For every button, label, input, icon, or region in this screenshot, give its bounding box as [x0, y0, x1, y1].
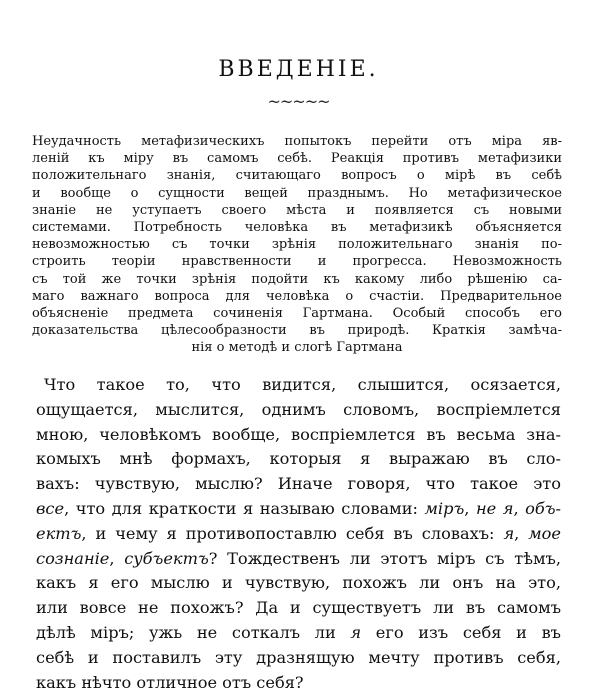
summary-line: объясненіе предмета сочиненія Гартмана. Особый способъ его: [32, 306, 562, 322]
text-line: [36, 423, 561, 448]
summary-line: Неудачность метафизическихъ попытокъ перейти отъ міра яв-: [32, 134, 562, 149]
text-segment: какъ нѣчто отличное отъ себя?: [36, 672, 304, 692]
text-line: [36, 571, 561, 596]
text-line: [36, 596, 561, 621]
text-segment: или вовсе не похожъ? Да и существуетъ ли въ самомъ: [36, 598, 561, 618]
text-segment: ,: [514, 523, 529, 543]
text-line: [36, 522, 561, 547]
title-ornament: ~~~~~: [267, 92, 330, 111]
text-line: [36, 621, 561, 646]
text-segment: ,: [513, 498, 526, 518]
summary-line: знаніе не уступаетъ своего мѣста и появляется съ новыми: [32, 202, 562, 218]
text-segment: дѣлѣ міръ; ужь не соткалъ ли: [36, 622, 351, 642]
summary-line: доказательства цѣлесообразности въ природѣ. Краткія замѣча-: [32, 323, 562, 339]
chapter-summary: [32, 133, 562, 357]
text-segment: ? Тождественъ ли этотъ міръ съ тѣмъ,: [208, 548, 561, 568]
text-segment: ,: [109, 548, 125, 568]
text-line: [36, 547, 561, 572]
italic-term: сознаніе: [36, 548, 110, 568]
text-segment: ощущается, мыслится, однимъ словомъ, воспріемлется: [36, 399, 561, 419]
text-line: [36, 447, 561, 472]
italic-term: я: [350, 622, 362, 642]
summary-line: съ той же точки зрѣнія подойти къ какому либо рѣшенію са-: [32, 271, 562, 287]
italic-term: мое: [528, 523, 561, 543]
summary-line: системами. Потребность человѣка въ метафизикѣ объясняется: [32, 220, 562, 236]
text-segment: , что для краткости я называю словами:: [64, 498, 425, 518]
italic-term: міръ: [424, 498, 465, 518]
summary-line: маго важнаго вопроса для человѣка о счастіи. Предварительное: [32, 288, 562, 304]
text-segment: какъ я его мыслю и чувствую, похожъ ли онъ на это,: [36, 573, 561, 593]
text-line: [36, 472, 561, 497]
text-segment: комыхъ мнѣ формахъ, которыя я выражаю въ сло-: [36, 449, 561, 469]
chapter-title: ВВЕДЕНІЕ.: [218, 56, 379, 82]
text-line: [36, 671, 561, 695]
text-segment: вахъ: чувствую, мыслю? Иначе говоря, что такое это: [36, 474, 561, 494]
summary-line: леній къ міру въ самомъ себѣ. Реакція противъ метафизики: [32, 151, 562, 167]
text-segment: , и чему я противопоставлю себя въ словахъ:: [81, 523, 504, 543]
summary-line: положительнаго знанія, считающаго вопросъ о мірѣ въ себѣ: [32, 168, 562, 184]
italic-term: все: [36, 498, 65, 518]
summary-line: строить теоріи нравственности и прогресса. Невозможность: [32, 254, 562, 270]
text-line: [36, 646, 561, 671]
text-segment: мною, человѣкомъ вообще, воспріемлется въ весьма зна-: [36, 424, 561, 444]
summary-line: нія о методѣ и слогѣ Гартмана: [191, 340, 403, 356]
main-text: [36, 373, 561, 695]
text-line: [36, 497, 561, 522]
italic-term: ектъ: [36, 523, 82, 543]
text-segment: его изъ себя и въ: [361, 622, 561, 642]
text-line: [36, 398, 561, 423]
text-line: [36, 373, 561, 398]
text-segment: Что такое то, что видится, слышится, осязается,: [44, 375, 561, 394]
summary-line: невозможностью съ точки зрѣнія положительнаго знанія по-: [32, 237, 562, 253]
italic-term: субъектъ: [124, 548, 209, 568]
italic-term: объ-: [525, 498, 561, 518]
italic-term: я: [503, 523, 515, 543]
text-segment: ,: [464, 498, 476, 518]
text-segment: себѣ и поставилъ эту дразнящую мечту противъ себя,: [36, 647, 561, 667]
summary-line: и вообще о сущности вещей празднымъ. Но метафизическое: [32, 185, 562, 201]
italic-term: не я: [475, 498, 514, 518]
